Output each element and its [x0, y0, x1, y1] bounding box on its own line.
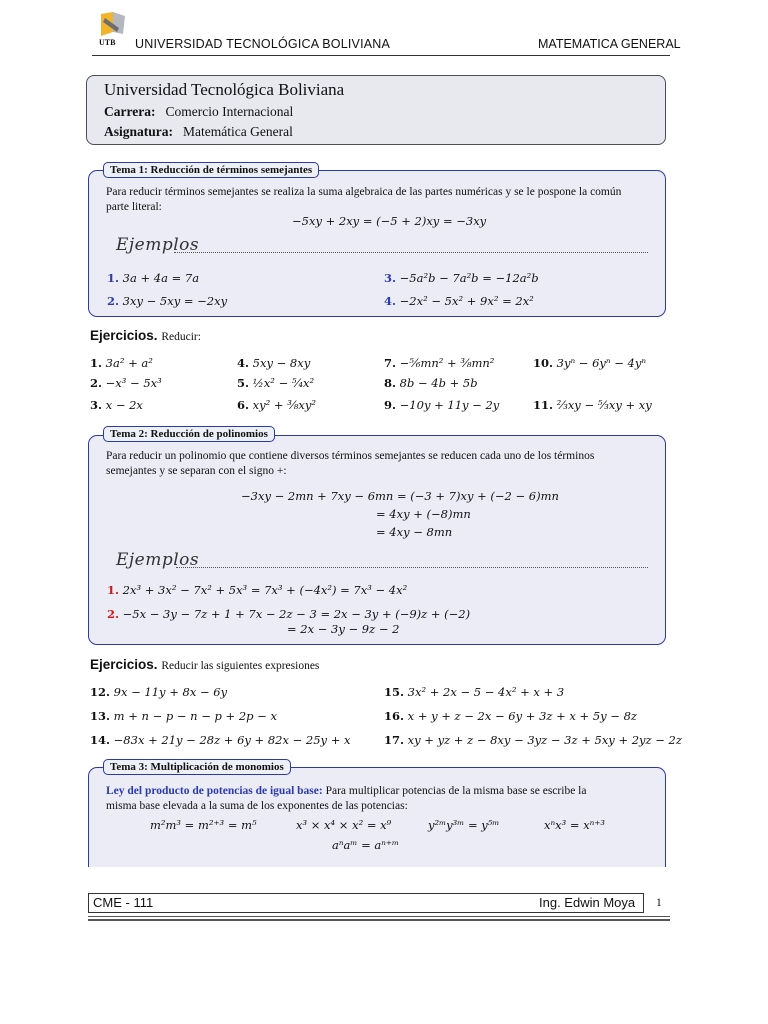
- tema2-text1: Para reducir un polinomio que contiene diversos términos semejantes se reducen cada uno de los términos: [106, 450, 595, 462]
- tema2-formula-line-3: = 4xy − 8mn: [376, 525, 453, 539]
- tema2-tag: Tema 2: Reducción de polinomios: [103, 426, 275, 442]
- ej1-item-7: 7. −⁵⁄₆mn² + ³⁄₈mn²: [384, 356, 495, 370]
- asignatura-line: [104, 124, 293, 140]
- tema3-formula-4: xⁿx³ = xⁿ⁺³: [544, 818, 606, 832]
- footer-course-code: CME - 111: [93, 895, 154, 910]
- tema3-general-formula: aⁿaᵐ = aⁿ⁺ᵐ: [332, 838, 400, 852]
- tema2-ejemplos-label: Ejemplos: [116, 550, 200, 570]
- tema1-example-1: 1. 3a + 4a = 7a: [107, 271, 200, 285]
- tema3-formula-1: m²m³ = m²⁺³ = m⁵: [150, 818, 257, 832]
- tema2-example-2-cont: = 2x − 3y − 9z − 2: [287, 622, 400, 636]
- tema1-example-4: 4. −2x² − 5x² + 9x² = 2x²: [384, 294, 534, 308]
- tema2-example-1: 1. 2x³ + 3x² − 7x² + 5x³ = 7x³ + (−4x²) = 7x³ − 4x²: [107, 583, 408, 597]
- ej2-item-12: 12. 9x − 11y + 8x − 6y: [90, 685, 228, 699]
- tema2-formula-line-1: −3xy − 2mn + 7xy − 6mn = (−3 + 7)xy + (−2 − 6)mn: [241, 489, 559, 503]
- tema3-law-title: Ley del producto de potencias de igual base:: [106, 785, 323, 797]
- tema3-formula-3: y²ᵐy³ᵐ = y⁵ᵐ: [428, 818, 500, 832]
- tema1-example-2: 2. 3xy − 5xy = −2xy: [107, 294, 228, 308]
- tema1-example-3: 3. −5a²b − 7a²b = −12a²b: [384, 271, 539, 285]
- carrera-line: [104, 104, 293, 120]
- ej2-item-13: 13. m + n − p − n − p + 2p − x: [90, 709, 277, 723]
- ej1-item-5: 5. ½x² − ⁵⁄₄x²: [237, 376, 315, 390]
- tema2-formula-line-2: = 4xy + (−8)mn: [376, 507, 471, 521]
- ej1-item-8: 8. 8b − 4b + 5b: [384, 376, 478, 390]
- asignatura-value: Matemática General: [183, 124, 293, 139]
- tema3-law-line1: Ley del producto de potencias de igual base: Para multiplicar potencias de la misma base se escribe la: [106, 785, 587, 797]
- footer-author: Ing. Edwin Moya: [539, 895, 636, 910]
- ej1-item-2: 2. −x³ − 5x³: [90, 376, 162, 390]
- doc-title: Universidad Tecnológica Boliviana: [104, 80, 345, 99]
- tema1-text2: parte literal:: [106, 201, 162, 213]
- tema2-example-2: 2. −5x − 3y − 7z + 1 + 7x − 2z − 3 = 2x − 3y + (−9)z + (−2): [107, 607, 471, 621]
- carrera-label: Carrera:: [104, 104, 156, 119]
- tema1-tag: Tema 1: Reducción de términos semejantes: [103, 162, 319, 178]
- ejercicios1-heading: Ejercicios. Reducir:: [90, 328, 201, 343]
- footer-page-number: 1: [656, 897, 662, 909]
- ejercicios2-heading: Ejercicios. Reducir las siguientes expresiones: [90, 657, 320, 672]
- ej1-item-3: 3. x − 2x: [90, 398, 143, 412]
- ej2-item-16: 16. x + y + z − 2x − 6y + 3z + x + 5y − 8z: [384, 709, 637, 723]
- ej1-item-11: 11. ²⁄₃xy − ⁵⁄₃xy + xy: [533, 398, 652, 412]
- logo-text: UTB: [99, 38, 116, 47]
- ej1-item-1: 1. 3a² + a²: [90, 356, 153, 370]
- tema2-dotted-rule: [176, 567, 648, 568]
- footer-rule-2: [88, 919, 670, 921]
- tema1-dotted-rule: [174, 252, 648, 253]
- tema1-formula: −5xy + 2xy = (−5 + 2)xy = −3xy: [292, 214, 487, 228]
- header-course: MATEMATICA GENERAL: [538, 37, 681, 51]
- carrera-value: Comercio Internacional: [165, 104, 294, 119]
- tema3-box: [88, 767, 666, 867]
- ej1-item-4: 4. 5xy − 8xy: [237, 356, 311, 370]
- header-rule: [92, 55, 670, 56]
- utb-logo: [97, 10, 129, 50]
- tema1-text1: Para reducir términos semejantes se realiza la suma algebraica de las partes numéricas y se le pospone la común: [106, 186, 622, 198]
- ej1-item-9: 9. −10y + 11y − 2y: [384, 398, 500, 412]
- ej2-item-15: 15. 3x² + 2x − 5 − 4x² + x + 3: [384, 685, 565, 699]
- ej2-item-17: 17. xy + yz + z − 8xy − 3yz − 3z + 5xy + 2yz − 2z: [384, 733, 682, 747]
- tema1-ejemplos-label: Ejemplos: [116, 235, 200, 255]
- tema3-law-line2: misma base elevada a la suma de los exponentes de las potencias:: [106, 800, 408, 812]
- header-university: UNIVERSIDAD TECNOLÓGICA BOLIVIANA: [135, 37, 391, 51]
- ej1-item-6: 6. xy² + ³⁄₈xy²: [237, 398, 316, 412]
- ej2-item-14: 14. −83x + 21y − 28z + 6y + 82x − 25y + x: [90, 733, 351, 747]
- ej1-item-10: 10. 3yⁿ − 6yⁿ − 4yⁿ: [533, 356, 646, 370]
- tema3-formula-2: x³ × x⁴ × x² = x⁹: [296, 818, 392, 832]
- footer-rule-1: [88, 916, 670, 917]
- asignatura-label: Asignatura:: [104, 124, 174, 139]
- tema2-text2: semejantes y se separan con el signo +:: [106, 465, 287, 477]
- tema3-tag: Tema 3: Multiplicación de monomios: [103, 759, 291, 775]
